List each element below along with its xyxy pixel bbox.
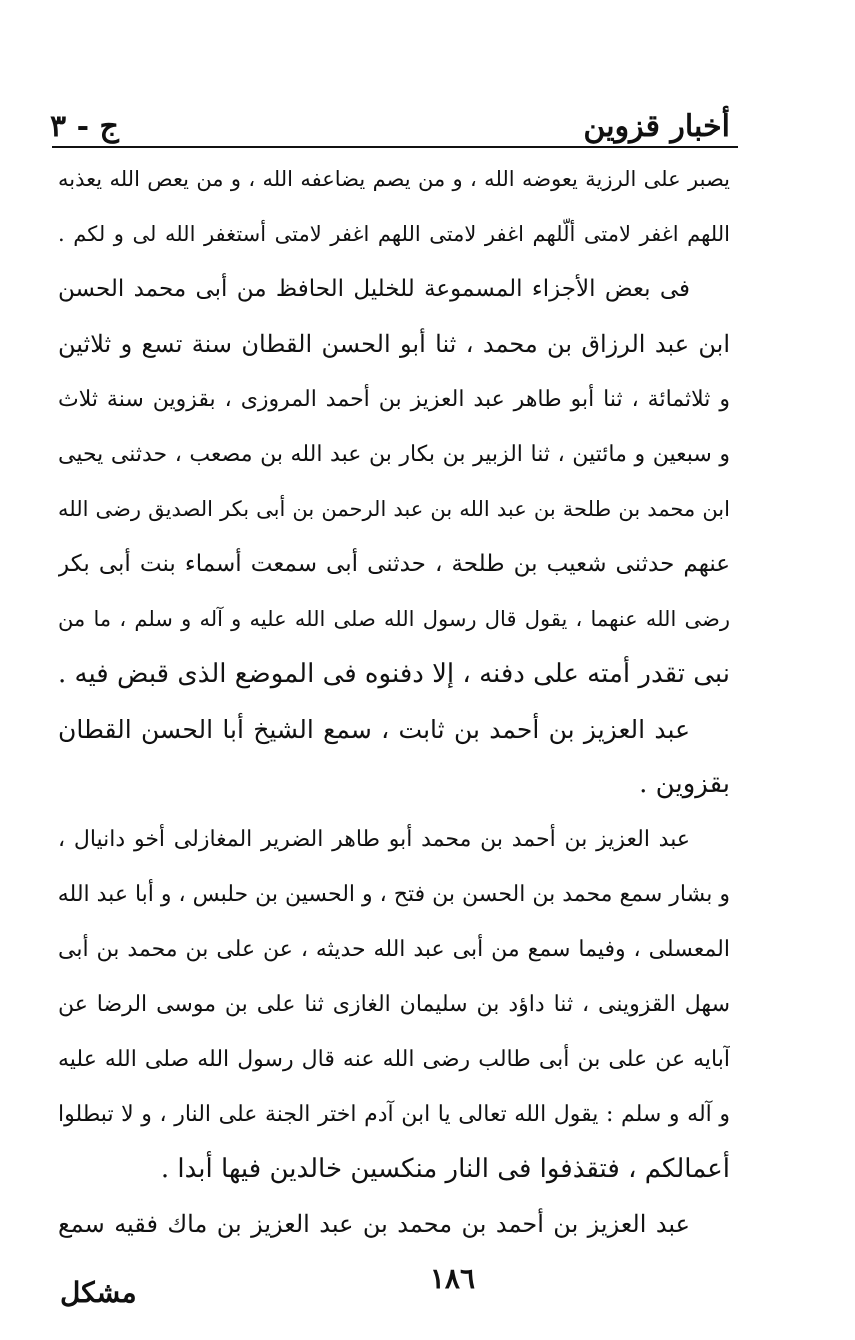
text-line: و ثلاثمائة ، ثنا أبو طاهر عبد العزيز بن أحمد المروزى ، بقزوين سنة ثلاث <box>58 387 730 412</box>
text-line: أعمالكم ، فتقذفوا فى النار منكسين خالدين فيها أبدا . <box>160 1154 730 1184</box>
text-line: يصبر على الرزية يعوضه الله ، و من يصم يضاعفه الله ، و من يعص الله يعذبه <box>58 167 730 191</box>
page-number: ١٨٦ <box>429 1262 475 1295</box>
text-line: عبد العزيز بن أحمد بن ثابت ، سمع الشيخ أبا الحسن القطان <box>58 715 690 744</box>
page-footer <box>60 1262 735 1309</box>
text-line: آبايه عن على بن أبى طالب رضى الله عنه قال رسول الله صلى الله عليه <box>58 1047 730 1072</box>
page-body <box>58 152 730 1252</box>
catchword: مشكل <box>60 1276 137 1309</box>
text-line: ابن عبد الرزاق بن محمد ، ثنا أبو الحسن القطان سنة تسع و ثلاثين <box>58 330 730 358</box>
text-line: و آله و سلم : يقول الله تعالى يا ابن آدم اختر الجنة على النار ، و لا تبطلوا <box>58 1102 730 1127</box>
text-line: عبد العزيز بن أحمد بن محمد أبو طاهر الضرير المغازلى أخو دانيال ، <box>58 827 690 852</box>
header-rule <box>52 146 738 148</box>
text-line: بقزوين . <box>639 769 730 799</box>
book-title: أخبار قزوين <box>583 109 730 144</box>
text-line: فى بعض الأجزاء المسموعة للخليل الحافظ من أبى محمد الحسن <box>58 276 690 302</box>
text-line: رضى الله عنهما ، يقول قال رسول الله صلى الله عليه و آله و سلم ، ما من <box>58 607 730 631</box>
text-line: و بشار سمع محمد بن الحسن بن فتح ، و الحسين بن حلبس ، و أبا عبد الله <box>58 882 730 907</box>
text-line: عبد العزيز بن أحمد بن محمد بن عبد العزيز بن ماك فقيه سمع <box>58 1210 690 1238</box>
volume-label: ج - ٣ <box>50 109 119 144</box>
text-line: سهل القزوينى ، ثنا داؤد بن سليمان الغازى ثنا على بن موسى الرضا عن <box>58 992 730 1017</box>
text-line: ابن محمد بن طلحة بن عبد الله بن عبد الرحمن بن أبى بكر الصديق رضى الله <box>58 497 730 521</box>
text-line: المعسلى ، وفيما سمع من أبى عبد الله حديثه ، عن على بن محمد بن أبى <box>58 937 730 962</box>
text-line: و سبعين و مائتين ، ثنا الزبير بن بكار بن عبد الله بن مصعب ، حدثنى يحيى <box>58 442 730 467</box>
text-line: نبى تقدر أمته على دفنه ، إلا دفنوه فى الموضع الذى قبض فيه . <box>58 659 730 689</box>
text-line: اللهم اغفر لامتى ألّلهم اغفر لامتى اللهم اغفر لامتى أستغفر الله لى و لكم . <box>58 222 730 246</box>
text-line: عنهم حدثنى شعيب بن طلحة ، حدثنى أبى سمعت أسماء بنت أبى بكر <box>58 551 730 577</box>
running-header <box>50 92 730 144</box>
